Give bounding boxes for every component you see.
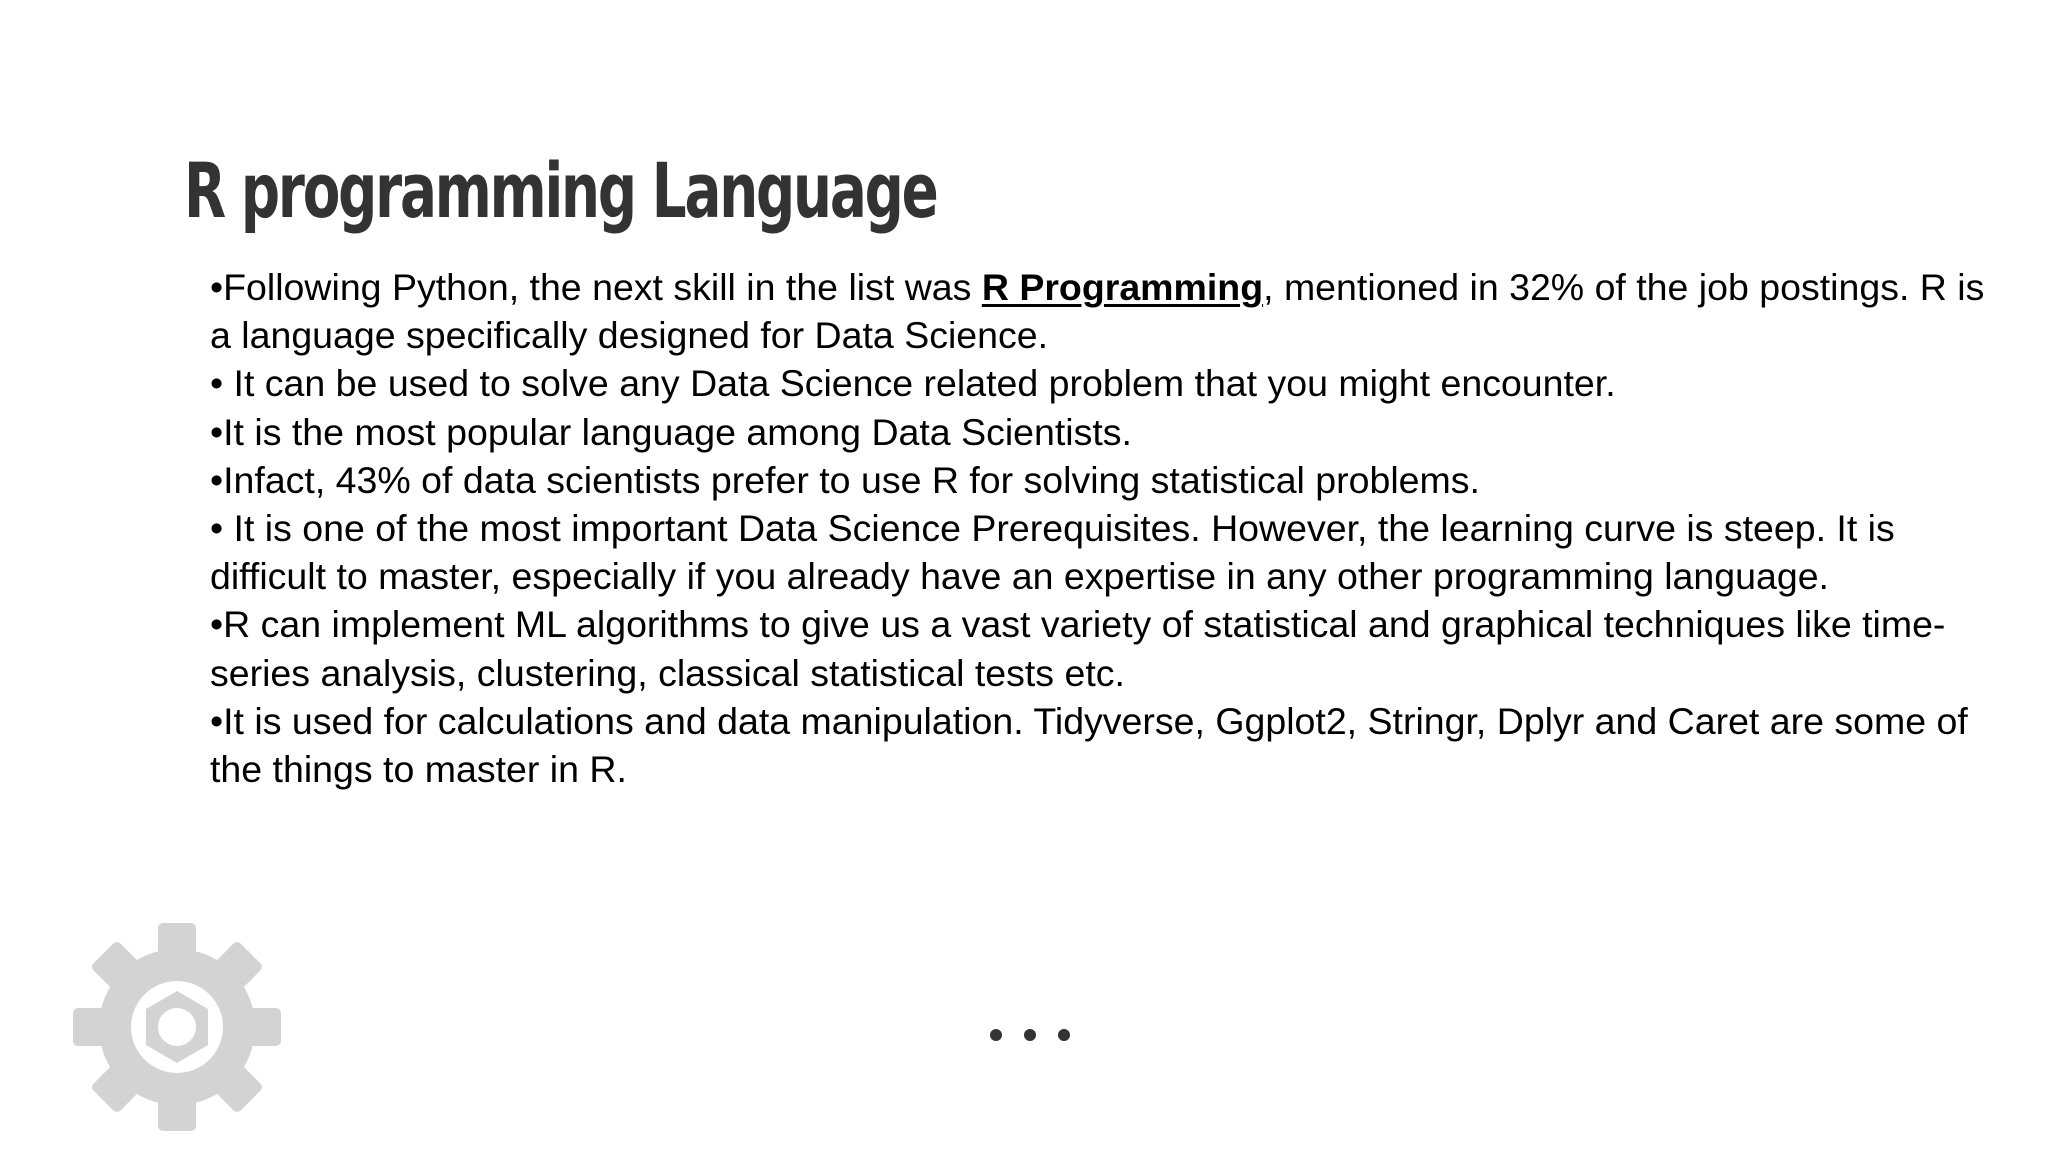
- bullet-text: •Following Python, the next skill in the list was: [210, 266, 982, 308]
- bullet-text: , mentioned in 32% of the job postings. R is a language specifically designed for Data Science.: [210, 266, 1985, 357]
- bullet-paragraph: • It is one of the most important Data Science Prerequisites. However, the learning curve is steep. It is difficult to master, especially if you already have an expertise in any other programming language.: [210, 507, 1895, 598]
- bullet-paragraph: •R can implement ML algorithms to give us a vast variety of statistical and graphical techniques like time-series analysis, clustering, classical statistical tests etc.: [210, 603, 1946, 694]
- emphasis-link[interactable]: R Programming: [981, 266, 1264, 308]
- dot-icon: [1058, 1029, 1070, 1041]
- dot-icon: [990, 1029, 1002, 1041]
- bullet-paragraph: •It is the most popular language among Data Scientists.: [210, 410, 1132, 453]
- slide-title: R programming Language: [184, 146, 937, 235]
- slide-body: [210, 263, 2000, 793]
- bullet-paragraph: •It is used for calculations and data manipulation. Tidyverse, Ggplot2, Stringr, Dplyr and Caret are some of the things to master in R.: [210, 699, 1968, 791]
- bullet-paragraph: [210, 263, 2000, 359]
- gear-icon: [72, 922, 282, 1132]
- dot-icon: [1024, 1029, 1036, 1041]
- bullet-paragraph: • It can be used to solve any Data Science related problem that you might encounter.: [210, 362, 1616, 405]
- more-options-button[interactable]: [990, 1020, 1070, 1050]
- bullet-paragraph: •Infact, 43% of data scientists prefer to use R for solving statistical problems.: [210, 458, 1480, 501]
